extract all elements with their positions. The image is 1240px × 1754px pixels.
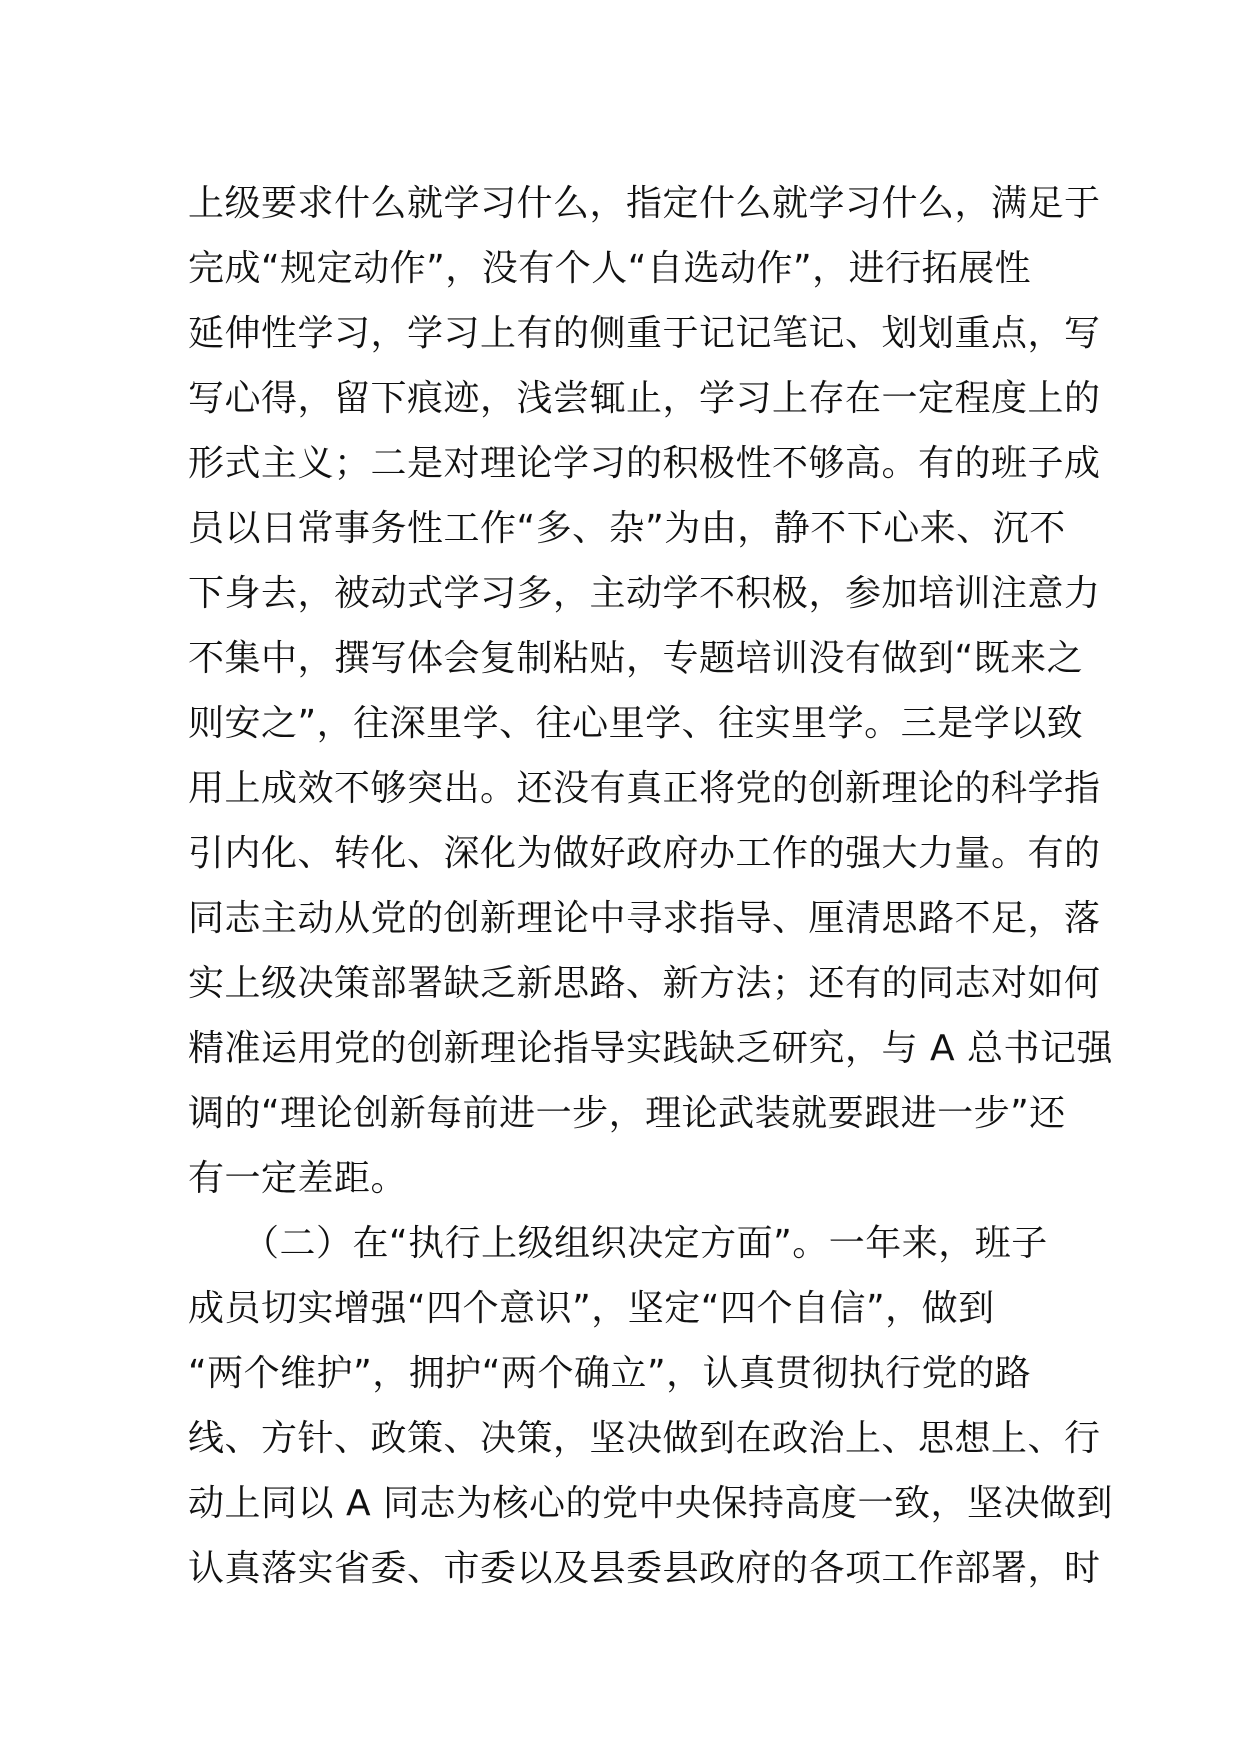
text-line: 调的“理论创新每前进一步，理论武装就要跟进一步”还 bbox=[188, 1093, 1066, 1134]
text-line: 写心得，留下痕迹，浅尝辄止，学习上存在一定程度上的 bbox=[188, 378, 1101, 419]
text-line: 员以日常事务性工作“多、杂”为由，静不下心来、沉不 bbox=[188, 508, 1066, 549]
body-text bbox=[188, 171, 1114, 1601]
text-line: 引内化、转化、深化为做好政府办工作的强大力量。有的 bbox=[188, 833, 1101, 874]
text-line: 同志主动从党的创新理论中寻求指导、厘清思路不足，落 bbox=[188, 898, 1101, 939]
text-line: 上级要求什么就学习什么，指定什么就学习什么，满足于 bbox=[188, 183, 1101, 224]
text-line: 延伸性学习，学习上有的侧重于记记笔记、划划重点，写 bbox=[188, 313, 1101, 354]
text-line: 用上成效不够突出。还没有真正将党的创新理论的科学指 bbox=[188, 768, 1101, 809]
text-line: 有一定差距。 bbox=[188, 1158, 408, 1199]
text-line: 则安之”，往深里学、往心里学、往实里学。三是学以致 bbox=[188, 703, 1084, 744]
text-line: 成员切实增强“四个意识”，坚定“四个自信”，做到 bbox=[188, 1288, 995, 1329]
section-heading-line: （二）在“执行上级组织决定方面”。一年来，班子 bbox=[188, 1223, 1048, 1264]
text-line: 不集中，撰写体会复制粘贴，专题培训没有做到“既来之 bbox=[188, 638, 1084, 679]
text-line: 形式主义；二是对理论学习的积极性不够高。有的班子成 bbox=[188, 443, 1101, 484]
text-line: 实上级决策部署缺乏新思路、新方法；还有的同志对如何 bbox=[188, 963, 1101, 1004]
text-line: 下身去，被动式学习多，主动学不积极，参加培训注意力 bbox=[188, 573, 1101, 614]
text-line: 线、方针、政策、决策，坚决做到在政治上、思想上、行 bbox=[188, 1418, 1101, 1459]
text-line: 动上同以 A 同志为核心的党中央保持高度一致，坚决做到 bbox=[188, 1483, 1114, 1524]
text-line: “两个维护”，拥护“两个确立”，认真贯彻执行党的路 bbox=[188, 1353, 1032, 1394]
text-line: 完成“规定动作”，没有个人“自选动作”，进行拓展性 bbox=[188, 248, 1032, 289]
text-line: 精准运用党的创新理论指导实践缺乏研究，与 A 总书记强 bbox=[188, 1028, 1114, 1069]
text-line: 认真落实省委、市委以及县委县政府的各项工作部署，时 bbox=[188, 1548, 1101, 1589]
